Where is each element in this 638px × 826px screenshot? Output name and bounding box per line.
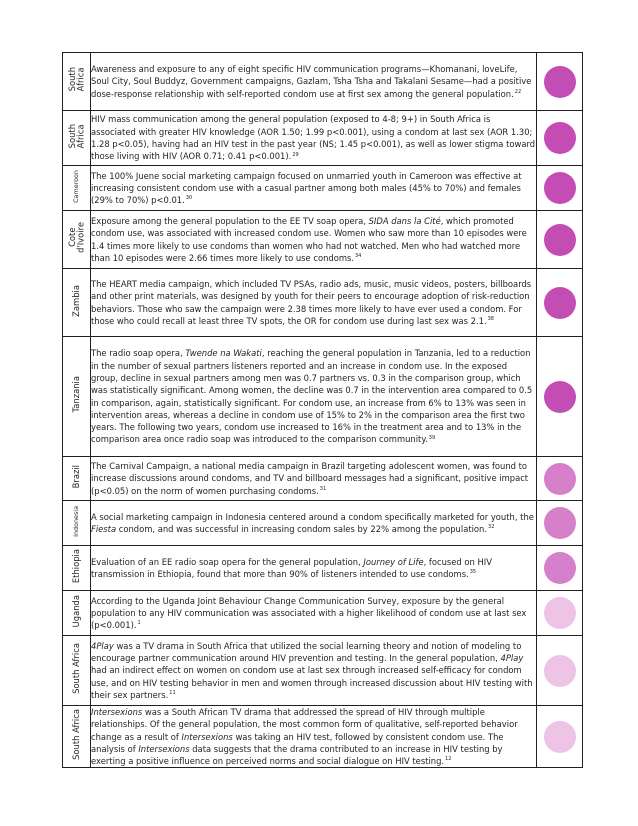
title-italic: Intersexions	[138, 743, 190, 754]
country-cell	[63, 636, 91, 706]
evidence-rating-circle	[544, 655, 576, 687]
rating-cell	[537, 706, 583, 768]
reference-number: 22	[514, 88, 522, 95]
evidence-rating-circle	[544, 66, 576, 98]
evidence-row	[63, 211, 583, 269]
description-text: The radio soap opera,	[91, 348, 186, 359]
evidence-rating-circle	[544, 463, 576, 495]
evidence-rating-circle	[544, 721, 576, 753]
reference-number: 12	[445, 756, 452, 763]
description-text: was a TV drama in South Africa that utilized the social learning theory and notion of modeling to encourage partner communication around HIV prevention and testing. In the general population,	[91, 640, 522, 664]
country-label: Brazil	[71, 464, 82, 489]
country-cell	[63, 53, 91, 111]
evidence-row	[63, 166, 583, 211]
evidence-row	[63, 546, 583, 591]
evidence-rating-circle	[544, 122, 576, 154]
description-text: was taking an HIV test, followed by consistent condom use. The analysis of	[91, 731, 504, 754]
country-label: Cote d'Ivoire	[67, 222, 86, 253]
rating-cell	[537, 337, 583, 457]
evidence-row	[63, 591, 583, 636]
description-cell	[91, 269, 537, 337]
description-text: HIV mass communication among the general population (exposed to 4-8; 9+) in South Africa is associated with greater HIV knowledge (AOR 1.50; 1.99 p<0.001), using a condom at last sex (AOR 1.30; 1.28 p<0.05), having had an HIV test in the past year (NS; 1.45 p<0.001), as well as lower stigma toward those living with HIV (AOR 0.71; 0.41 p<0.001).	[91, 114, 536, 162]
rating-cell	[537, 501, 583, 546]
country-label: South Africa	[67, 123, 86, 149]
reference-number: 34	[355, 253, 362, 259]
evidence-rating-circle	[544, 172, 576, 204]
country-cell	[63, 591, 91, 636]
description-text: Exposure among the general population to the EE TV soap opera,	[91, 215, 369, 226]
description-text: The HEART media campaign, which included TV PSAs, radio ads, music, music videos, posters, billboards and other print materials, was designed by youth for their peers to encourage adoption of risk-reduction behaviors. Those who saw the campaign were 2.38 times more likely to have ever used a condom. For those who could recall at least three TV spots, the OR for condom use during last sex was 2.1.	[91, 278, 532, 326]
evidence-rating-circle	[544, 224, 576, 256]
description-cell	[91, 53, 537, 111]
description-text: A social marketing campaign in Indonesia centered around a condom specifically marketed for youth, the	[91, 511, 534, 522]
country-cell	[63, 211, 91, 269]
country-label: Uganda	[71, 594, 82, 628]
country-cell	[63, 457, 91, 501]
description-text: Awareness and exposure to any of eight specific HIV communication programs—Khomanani, loveLife, Soul City, Soul Buddyz, Government campaigns, Gazlam, Tsha Tsha and Takalani Sesame—had a positive dose-response relationship with self-reported condom use at first sex among the general population.	[91, 64, 532, 99]
reference-number: 31	[319, 485, 327, 492]
evidence-table-body	[63, 53, 583, 768]
description-text: Evaluation of an EE radio soap opera for the general population,	[91, 556, 364, 567]
rating-cell	[537, 53, 583, 111]
title-italic: SIDA dans la Cité	[368, 215, 441, 226]
country-cell	[63, 111, 91, 166]
country-label: Tanzania	[71, 376, 82, 413]
country-cell	[63, 269, 91, 337]
rating-cell	[537, 269, 583, 337]
country-cell	[63, 706, 91, 768]
description-cell	[91, 111, 537, 166]
evidence-row	[63, 501, 583, 546]
reference-number: 11	[169, 690, 176, 697]
description-cell	[91, 636, 537, 706]
reference-number: 32	[488, 524, 495, 531]
rating-cell	[537, 211, 583, 269]
description-cell	[91, 501, 537, 546]
description-cell	[91, 457, 537, 501]
rating-cell	[537, 457, 583, 501]
evidence-row	[63, 53, 583, 111]
evidence-rating-circle	[544, 597, 576, 629]
title-italic: Journey of Life	[363, 556, 424, 567]
country-label: Zambia	[71, 284, 82, 317]
evidence-table	[62, 52, 583, 768]
country-label: Ethiopia	[71, 548, 82, 584]
reference-number: 30	[185, 195, 193, 202]
reference-number: 35	[469, 569, 477, 576]
country-cell	[63, 546, 91, 591]
description-cell	[91, 546, 537, 591]
description-text: data suggests that the drama contributed to an increase in HIV testing by exerting a positive influence on perceived norms and social dialogue on HIV testing.	[91, 743, 503, 767]
title-italic: 4Play	[91, 640, 114, 651]
country-label: Cameroon	[72, 169, 81, 203]
description-text: , which promoted condom use, was associated with increased condom use. Women who saw more than 10 episodes were 1.4 times more likely to use condoms than women who had not watched. Men who had watched more than 10 episodes were 2.66 times more likely to use condoms.	[91, 215, 527, 263]
country-cell	[63, 166, 91, 211]
description-cell	[91, 166, 537, 211]
evidence-rating-circle	[544, 381, 576, 413]
rating-cell	[537, 636, 583, 706]
description-text: The Carnival Campaign, a national media campaign in Brazil targeting adolescent women, was found to increase discussions around condoms, and TV and billboard messages had a significant, positive impact (p<0.05) on the norm of women purchasing condoms.	[91, 461, 529, 496]
country-cell	[63, 337, 91, 457]
title-italic: Intersexions	[91, 707, 143, 717]
description-text: , reaching the general population in Tanzania, led to a reduction in the number of sexual partners listeners reported and an increase in condom use. In the exposed group, decline in sexual partners among men was 0.7 partners vs. 0.3 in the comparison group, which was statistically significant. Among women, the decline was 0.7 in the intervention area compared to 0.5 in comparison, again, statistically significant. For condom use, an increase from 6% to 13% was seen in intervention areas, whereas a decline in condom use of 15% to 2% in the comparison area the first two years. The following two years, condom use increased to 16% in the treatment area and to 13% in the comparison area once radio soap was introduced to the comparison community.	[91, 348, 533, 445]
country-label: South Africa	[67, 67, 86, 92]
evidence-row	[63, 636, 583, 706]
description-text: had an indirect effect on women on condom use at last sex through increased self-efficacy for condom use, and on HIV testing behavior in men and women through increased discussion about HIV testing with their sex partners.	[91, 665, 533, 700]
evidence-row	[63, 111, 583, 166]
title-italic: Fiesta	[91, 524, 117, 534]
title-italic: Twende na Wakati	[185, 348, 262, 359]
evidence-row	[63, 457, 583, 501]
rating-cell	[537, 166, 583, 211]
evidence-row	[63, 706, 583, 768]
evidence-rating-circle	[544, 287, 576, 319]
country-label: Indonesia	[72, 505, 81, 537]
description-cell	[91, 591, 537, 636]
country-label: South Africa	[71, 643, 82, 694]
description-text: was a South African TV drama that addressed the spread of HIV through multiple relationships. Of the general population, the most common form of qualitative, self-reported behavior change as a result of	[91, 707, 518, 742]
description-text: The 100% Juene social marketing campaign focused on unmarried youth in Cameroon was effective at increasing consistent condom use with a casual partner among both males (45% to 70%) and females (29% to 70%) p<0.01.	[91, 170, 522, 206]
reference-number: 1	[137, 620, 141, 627]
reference-number: 38	[487, 316, 494, 322]
description-text: , focused on HIV transmission in Ethiopia, found that more than 90% of listeners intended to use condoms.	[91, 556, 493, 579]
reference-number: 29	[292, 151, 299, 158]
evidence-row	[63, 337, 583, 457]
country-label: South Africa	[71, 709, 82, 761]
evidence-rating-circle	[544, 552, 576, 584]
description-cell	[91, 706, 537, 768]
description-cell	[91, 337, 537, 457]
description-text: According to the Uganda Joint Behaviour Change Communication Survey, exposure by the general population to any HIV communication was associated with a higher likelihood of condom use at last sex (p<0.001).	[91, 595, 527, 631]
reference-number: 39	[428, 434, 436, 441]
rating-cell	[537, 591, 583, 636]
evidence-row	[63, 269, 583, 337]
rating-cell	[537, 111, 583, 166]
evidence-rating-circle	[544, 507, 576, 539]
title-italic: 4Play	[500, 653, 524, 664]
rating-cell	[537, 546, 583, 591]
country-cell	[63, 501, 91, 546]
description-cell	[91, 211, 537, 269]
title-italic: Intersexions	[181, 731, 233, 742]
description-text: condom, and was successful in increasing condom sales by 22% among the population.	[116, 524, 488, 534]
